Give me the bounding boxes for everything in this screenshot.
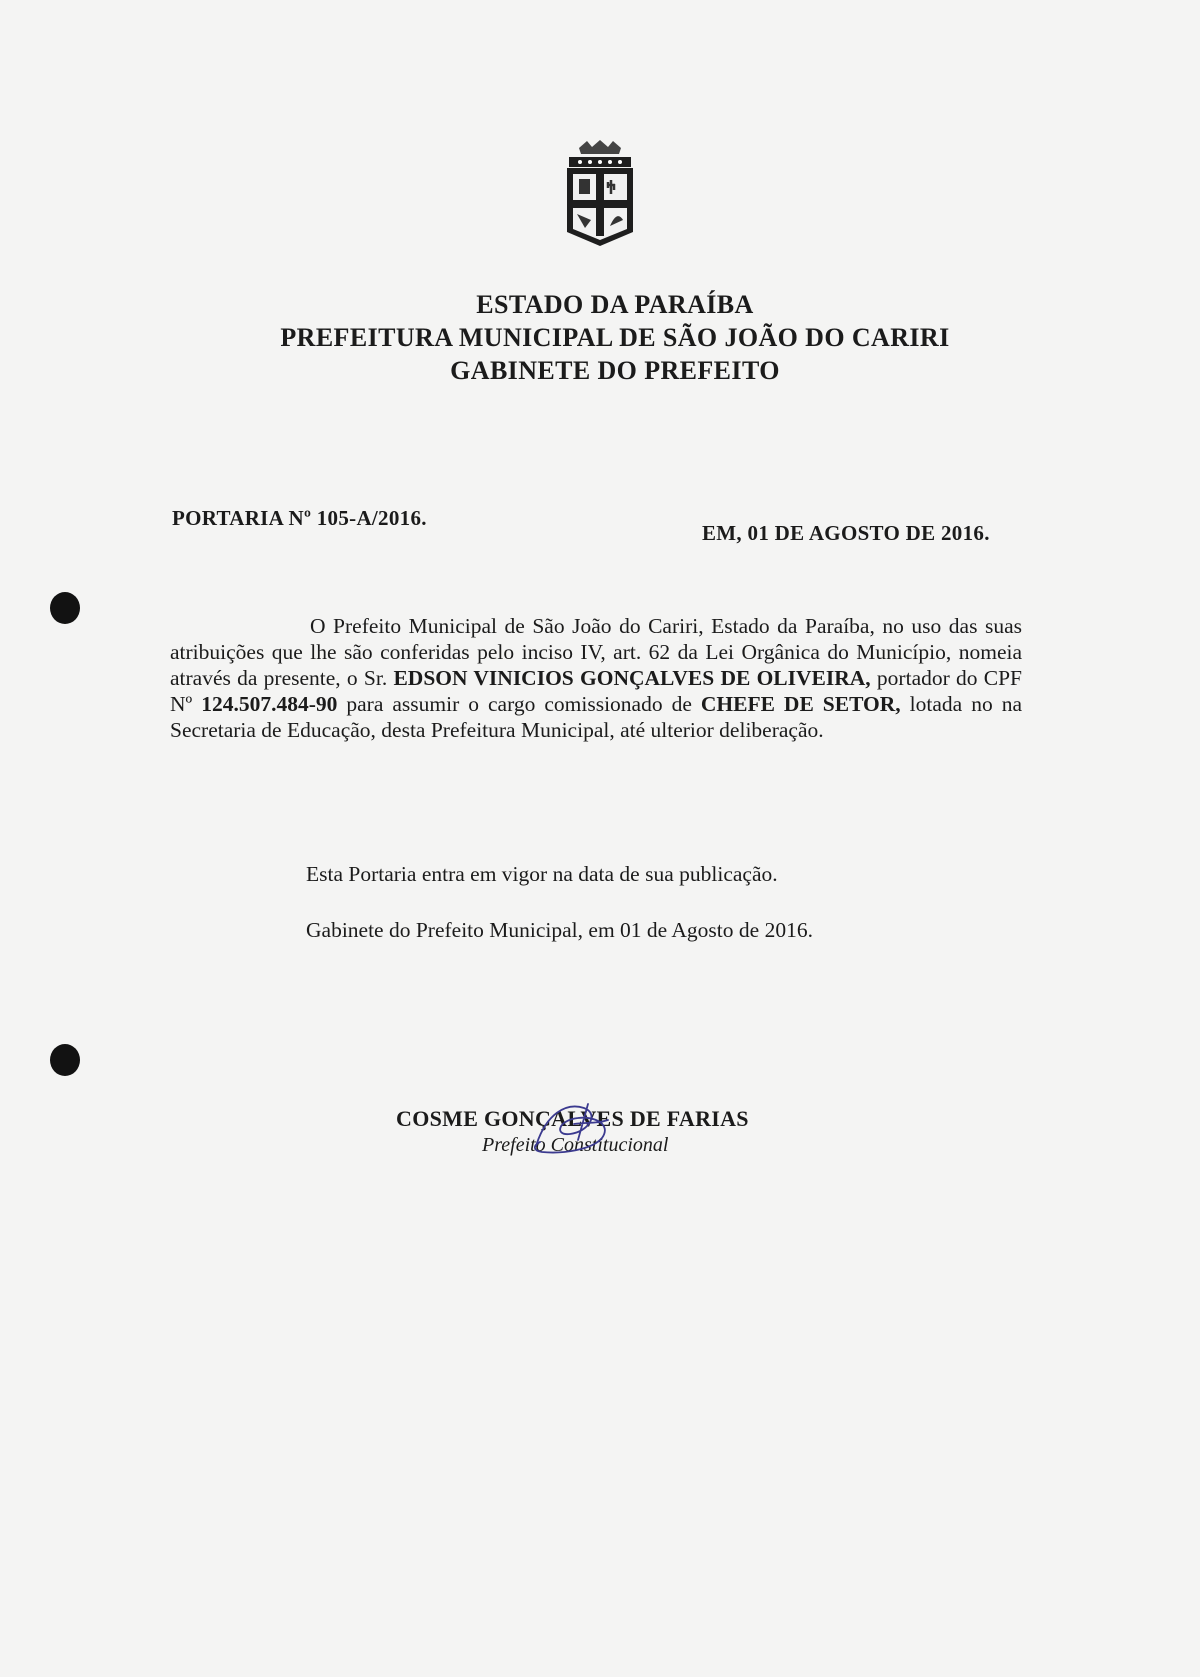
body-intro: O Prefeito Municipal de São João do Cariri, Estado da Paraíba, no uso das suas atribuições que lhe são conferidas pelo inciso IV, art. 62 da Lei Orgânica do Município, nomeia através da presente, o Sr. xyxy=(170,614,1022,690)
portaria-number: PORTARIA Nº 105-A/2016. xyxy=(172,506,427,530)
handwritten-signature-icon xyxy=(528,1094,624,1160)
portaria-date: EM, 01 DE AGOSTO DE 2016. xyxy=(702,521,990,545)
vigor-statement: Esta Portaria entra em vigor na data de sua publicação. xyxy=(306,862,778,886)
header-office: GABINETE DO PREFEITO xyxy=(450,356,780,385)
punch-hole xyxy=(50,592,80,624)
signatory-title: Prefeito Constitucional xyxy=(482,1134,669,1156)
body-cargo-text: para assumir o cargo comissionado de xyxy=(337,692,701,716)
closing-statement: Gabinete do Prefeito Municipal, em 01 de Agosto de 2016. xyxy=(306,918,813,942)
body-cpf-text: portador do CPF Nº xyxy=(170,666,1023,716)
document-header xyxy=(180,288,1050,387)
signatory-name: COSME GONÇALVES DE FARIAS xyxy=(396,1106,749,1131)
header-prefecture: PREFEITURA MUNICIPAL DE SÃO JOÃO DO CARIRI xyxy=(280,323,950,352)
cargo-name: CHEFE DE SETOR, xyxy=(700,692,901,716)
punch-hole xyxy=(50,1044,80,1076)
cpf-number: 124.507.484-90 xyxy=(201,692,338,716)
header-state: ESTADO DA PARAÍBA xyxy=(476,290,754,319)
coat-of-arms-icon xyxy=(555,138,645,250)
body-end-text: lotada no na Secretaria de Educação, desta Prefeitura Municipal, até ulterior deliberação. xyxy=(170,692,1023,742)
appointee-name: EDSON VINICIOS GONÇALVES DE OLIVEIRA, xyxy=(393,666,871,690)
body-paragraph xyxy=(170,613,1022,743)
